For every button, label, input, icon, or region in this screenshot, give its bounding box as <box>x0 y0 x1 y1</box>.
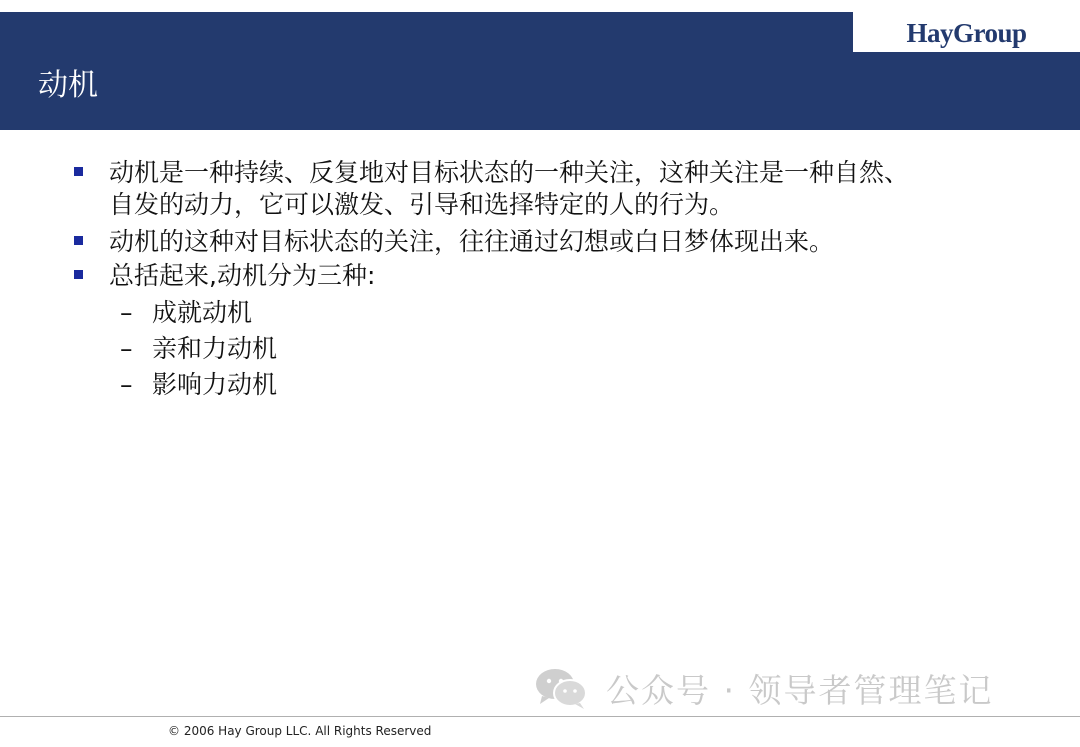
footer-divider <box>0 716 1080 717</box>
footer-copyright: © 2006 Hay Group LLC. All Rights Reserved <box>168 724 432 738</box>
bullet-marker-3 <box>74 270 83 279</box>
watermark-text: 公众号 · 领导者管理笔记 <box>606 670 994 710</box>
slide-title: 动机 <box>38 68 98 103</box>
logo-box <box>853 12 1080 52</box>
haygroup-logo: HayGroup <box>906 17 1027 48</box>
watermark <box>534 662 993 714</box>
sub-dash-3: – <box>120 370 133 399</box>
sub-dash-1: – <box>120 298 133 327</box>
bullet-marker-2 <box>74 236 83 245</box>
top-margin <box>0 0 1080 12</box>
wechat-icon <box>534 666 590 710</box>
bullet-text-3: 总括起来,动机分为三种: <box>109 261 376 290</box>
bullet-marker-1 <box>74 167 83 176</box>
bullet-text-2: 动机的这种对目标状态的关注，往往通过幻想或白日梦体现出来。 <box>109 227 835 256</box>
bullet-text-1a: 动机是一种持续、反复地对目标状态的一种关注，这种关注是一种自然、 <box>109 158 910 187</box>
sub-item-affiliation: 亲和力动机 <box>152 334 278 363</box>
sub-item-influence: 影响力动机 <box>152 370 278 399</box>
sub-dash-2: – <box>120 334 133 363</box>
sub-item-achievement: 成就动机 <box>152 298 253 327</box>
bullet-text-1b: 自发的动力，它可以激发、引导和选择特定的人的行为。 <box>109 190 735 219</box>
